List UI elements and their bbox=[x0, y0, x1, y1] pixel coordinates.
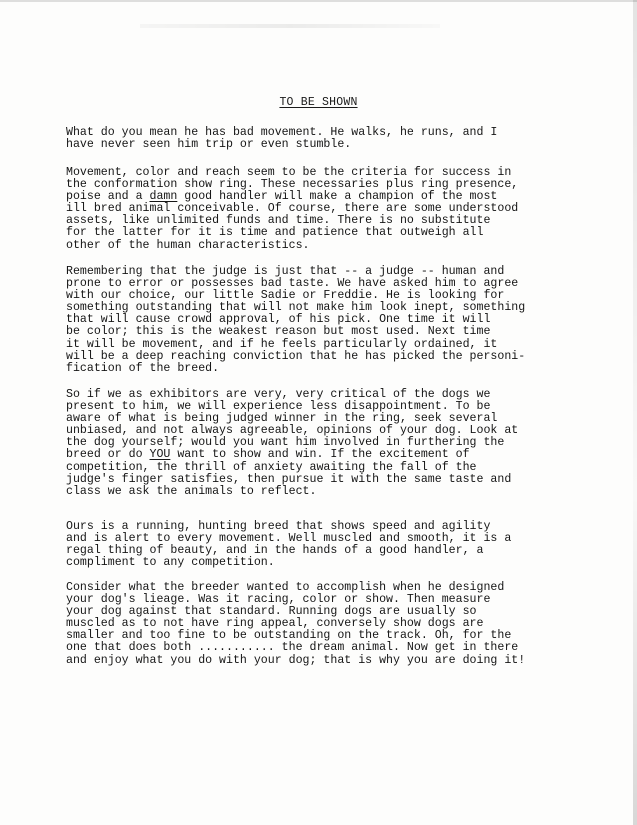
text-line: present to him, we will experience less disappointment. To be bbox=[66, 400, 491, 414]
paragraph-5 bbox=[66, 521, 586, 569]
text-line: assets, like unlimited funds and time. There is no substitute bbox=[66, 214, 491, 228]
page-title bbox=[0, 96, 637, 109]
text-line: compliment to any competition. bbox=[66, 556, 275, 570]
text-line: and enjoy what you do with your dog; that is why you are doing it! bbox=[66, 653, 526, 667]
scan-edge-right bbox=[633, 0, 637, 825]
text-line: class we ask the animals to reflect. bbox=[66, 484, 317, 498]
text-line: competition, the thrill of anxiety awaiting the fall of the bbox=[66, 460, 477, 474]
text-line: fication of the breed. bbox=[66, 361, 220, 375]
text-line: it will be movement, and if he feels particularly ordained, it bbox=[66, 337, 498, 351]
text-line: the conformation show ring. These necessaries plus ring presence, bbox=[66, 178, 519, 192]
scan-edge-top bbox=[0, 0, 637, 2]
text-line: So if we as exhibitors are very, very critical of the dogs we bbox=[66, 388, 491, 401]
text-line: for the latter for it is time and patience that outweigh all bbox=[66, 226, 484, 240]
emphasis-underline: damn bbox=[149, 190, 178, 204]
scan-artifact bbox=[140, 24, 440, 28]
text-line: muscled as to not have ring appeal, conversely show dogs are bbox=[66, 617, 484, 631]
text-line: ill bred animal conceivable. Of course, there are some understood bbox=[66, 202, 519, 216]
text-line: breed or do YOU want to show and win. If the excitement of bbox=[66, 448, 470, 462]
text-line: regal thing of beauty, and in the hands of a good handler, a bbox=[66, 544, 484, 558]
text-line: that will cause crowd approval, of his pick. One time it will bbox=[66, 313, 491, 327]
text-line: prone to error or possesses bad taste. We have asked him to agree bbox=[66, 277, 519, 291]
paragraph-3 bbox=[66, 266, 586, 375]
text-line: and is alert to every movement. Well muscled and smooth, it is a bbox=[66, 532, 512, 546]
text-line: one that does both ........... the dream animal. Now get in there bbox=[66, 641, 519, 655]
text-line: smaller and too fine to be outstanding on the track. Oh, for the bbox=[66, 629, 512, 643]
paragraph-6 bbox=[66, 582, 586, 667]
paragraph-4 bbox=[66, 389, 586, 498]
paragraph-2 bbox=[66, 167, 586, 252]
text-line: Remembering that the judge is just that -- a judge -- human and bbox=[66, 265, 505, 278]
emphasis-underline: YOU bbox=[149, 448, 171, 462]
text-line: judge's finger satisfies, then pursue it with the same taste and bbox=[66, 472, 512, 486]
text-line: Consider what the breeder wanted to accomplish when he designed bbox=[66, 581, 505, 594]
text-line: with our choice, our little Sadie or Freddie. He is looking for bbox=[66, 289, 505, 303]
text-line: aware of what is being judged winner in the ring, seek several bbox=[66, 412, 498, 426]
text-line: the dog yourself; would you want him involved in furthering the bbox=[66, 436, 505, 450]
text-line: What do you mean he has bad movement. He walks, he runs, and I bbox=[66, 126, 498, 139]
text-line: have never seen him trip or even stumble. bbox=[66, 138, 352, 152]
text-line: will be a deep reaching conviction that he has picked the personi- bbox=[66, 349, 526, 363]
text-line: poise and a damn good handler will make a champion of the most bbox=[66, 190, 498, 204]
text-line: be color; this is the weakest reason but most used. Next time bbox=[66, 325, 491, 339]
text-line: your dog against that standard. Running dogs are usually so bbox=[66, 605, 477, 619]
text-line: Ours is a running, hunting breed that shows speed and agility bbox=[66, 520, 491, 533]
text-line: Movement, color and reach seem to be the criteria for success in bbox=[66, 166, 512, 179]
text-line: something outstanding that will not make him look inept, something bbox=[66, 301, 526, 315]
page-title-text: TO BE SHOWN bbox=[279, 96, 358, 109]
text-line: your dog's lieage. Was it racing, color or show. Then measure bbox=[66, 593, 491, 607]
text-line: unbiased, and not always agreeable, opinions of your dog. Look at bbox=[66, 424, 519, 438]
paragraph-1 bbox=[66, 127, 586, 151]
text-line: other of the human characteristics. bbox=[66, 238, 310, 252]
